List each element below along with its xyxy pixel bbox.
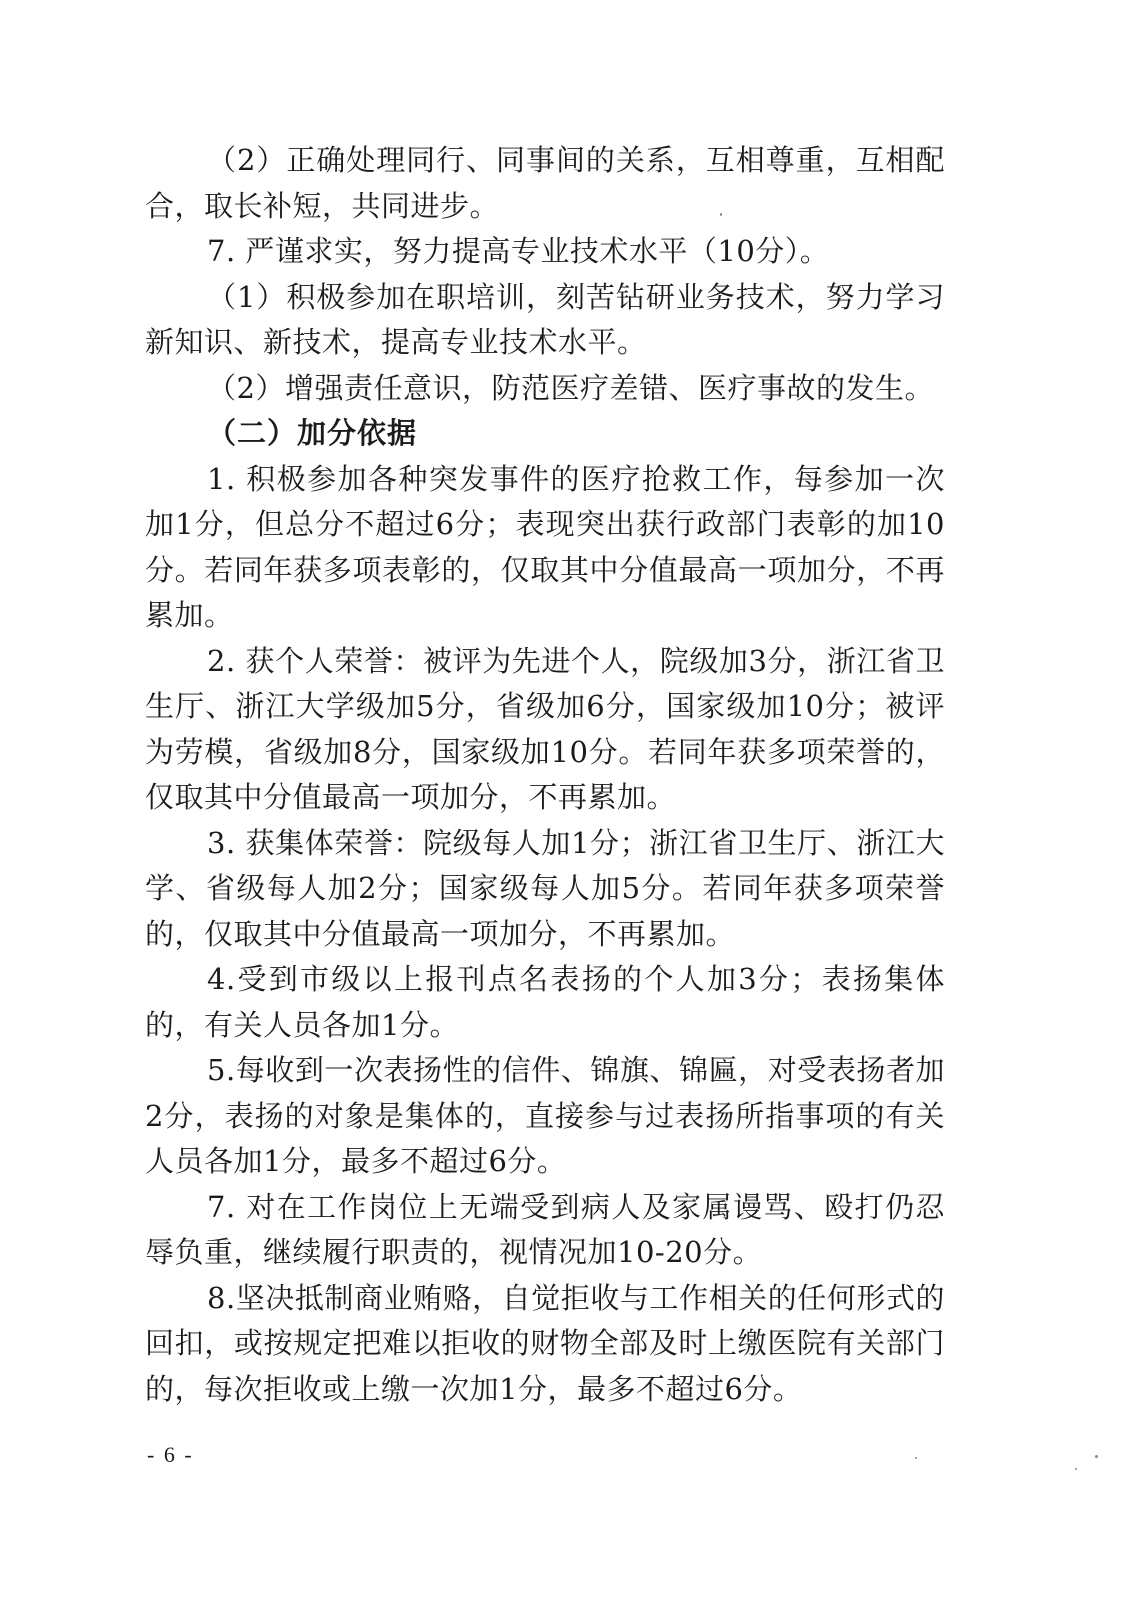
paragraph-1-training: （1）积极参加在职培训，刻苦钻研业务技术，努力学习新知识、新技术，提高专业技术水平。 xyxy=(145,279,945,359)
page-number: - 6 - xyxy=(147,1442,194,1467)
paragraph-bonus-8-anti-bribery: 8.坚决抵制商业贿赂，自觉拒收与工作相关的任何形式的回扣，或按规定把难以拒收的财物全部及时上缴医院有关部门的，每次拒收或上缴一次加1分，最多不超过6分。 xyxy=(145,1280,945,1406)
scan-speck xyxy=(1095,1455,1098,1458)
paragraph-7-technical-level: 7. 严谨求实，努力提高专业技术水平（10分）。 xyxy=(207,234,830,268)
paragraph-2-responsibility: （2）增强责任意识，防范医疗差错、医疗事故的发生。 xyxy=(207,370,934,405)
scan-speck xyxy=(720,213,722,216)
scan-speck xyxy=(1075,1468,1077,1470)
section-heading-bonus-basis: （二）加分依据 xyxy=(207,416,418,450)
paragraph-bonus-2-personal-honor: 2. 获个人荣誉：被评为先进个人，院级加3分，浙江省卫生厅、浙江大学级加5分，省级加6分，国家级加10分；被评为劳模，省级加8分，国家级加10分。若同年获多项荣誉的，仅取其中分值最高一项加分，不再累加。 xyxy=(145,643,945,814)
paragraph-bonus-4-press-praise: 4.受到市级以上报刊点名表扬的个人加3分；表扬集体的，有关人员各加1分。 xyxy=(145,962,945,1042)
paragraph-bonus-3-collective-honor: 3. 获集体荣誉：院级每人加1分；浙江省卫生厅、浙江大学、省级每人加2分；国家级每人加5分。若同年获多项荣誉的，仅取其中分值最高一项加分，不再累加。 xyxy=(145,825,945,951)
document-body xyxy=(145,138,945,1412)
scan-speck xyxy=(915,1457,917,1459)
paragraph-2-colleague-relations: （2）正确处理同行、同事间的关系，互相尊重，互相配合，取长补短，共同进步。 xyxy=(145,143,945,223)
paragraph-bonus-7-abuse: 7. 对在工作岗位上无端受到病人及家属谩骂、殴打仍忍辱负重，继续履行职责的，视情况加10-20分。 xyxy=(145,1189,945,1269)
paragraph-bonus-5-letters-banners: 5.每收到一次表扬性的信件、锦旗、锦匾，对受表扬者加2分，表扬的对象是集体的，直接参与过表扬所指事项的有关人员各加1分，最多不超过6分。 xyxy=(145,1053,945,1178)
paragraph-bonus-1-emergency: 1. 积极参加各种突发事件的医疗抢救工作，每参加一次加1分，但总分不超过6分；表现突出获行政部门表彰的加10分。若同年获多项表彰的，仅取其中分值最高一项加分，不再累加。 xyxy=(145,461,945,632)
